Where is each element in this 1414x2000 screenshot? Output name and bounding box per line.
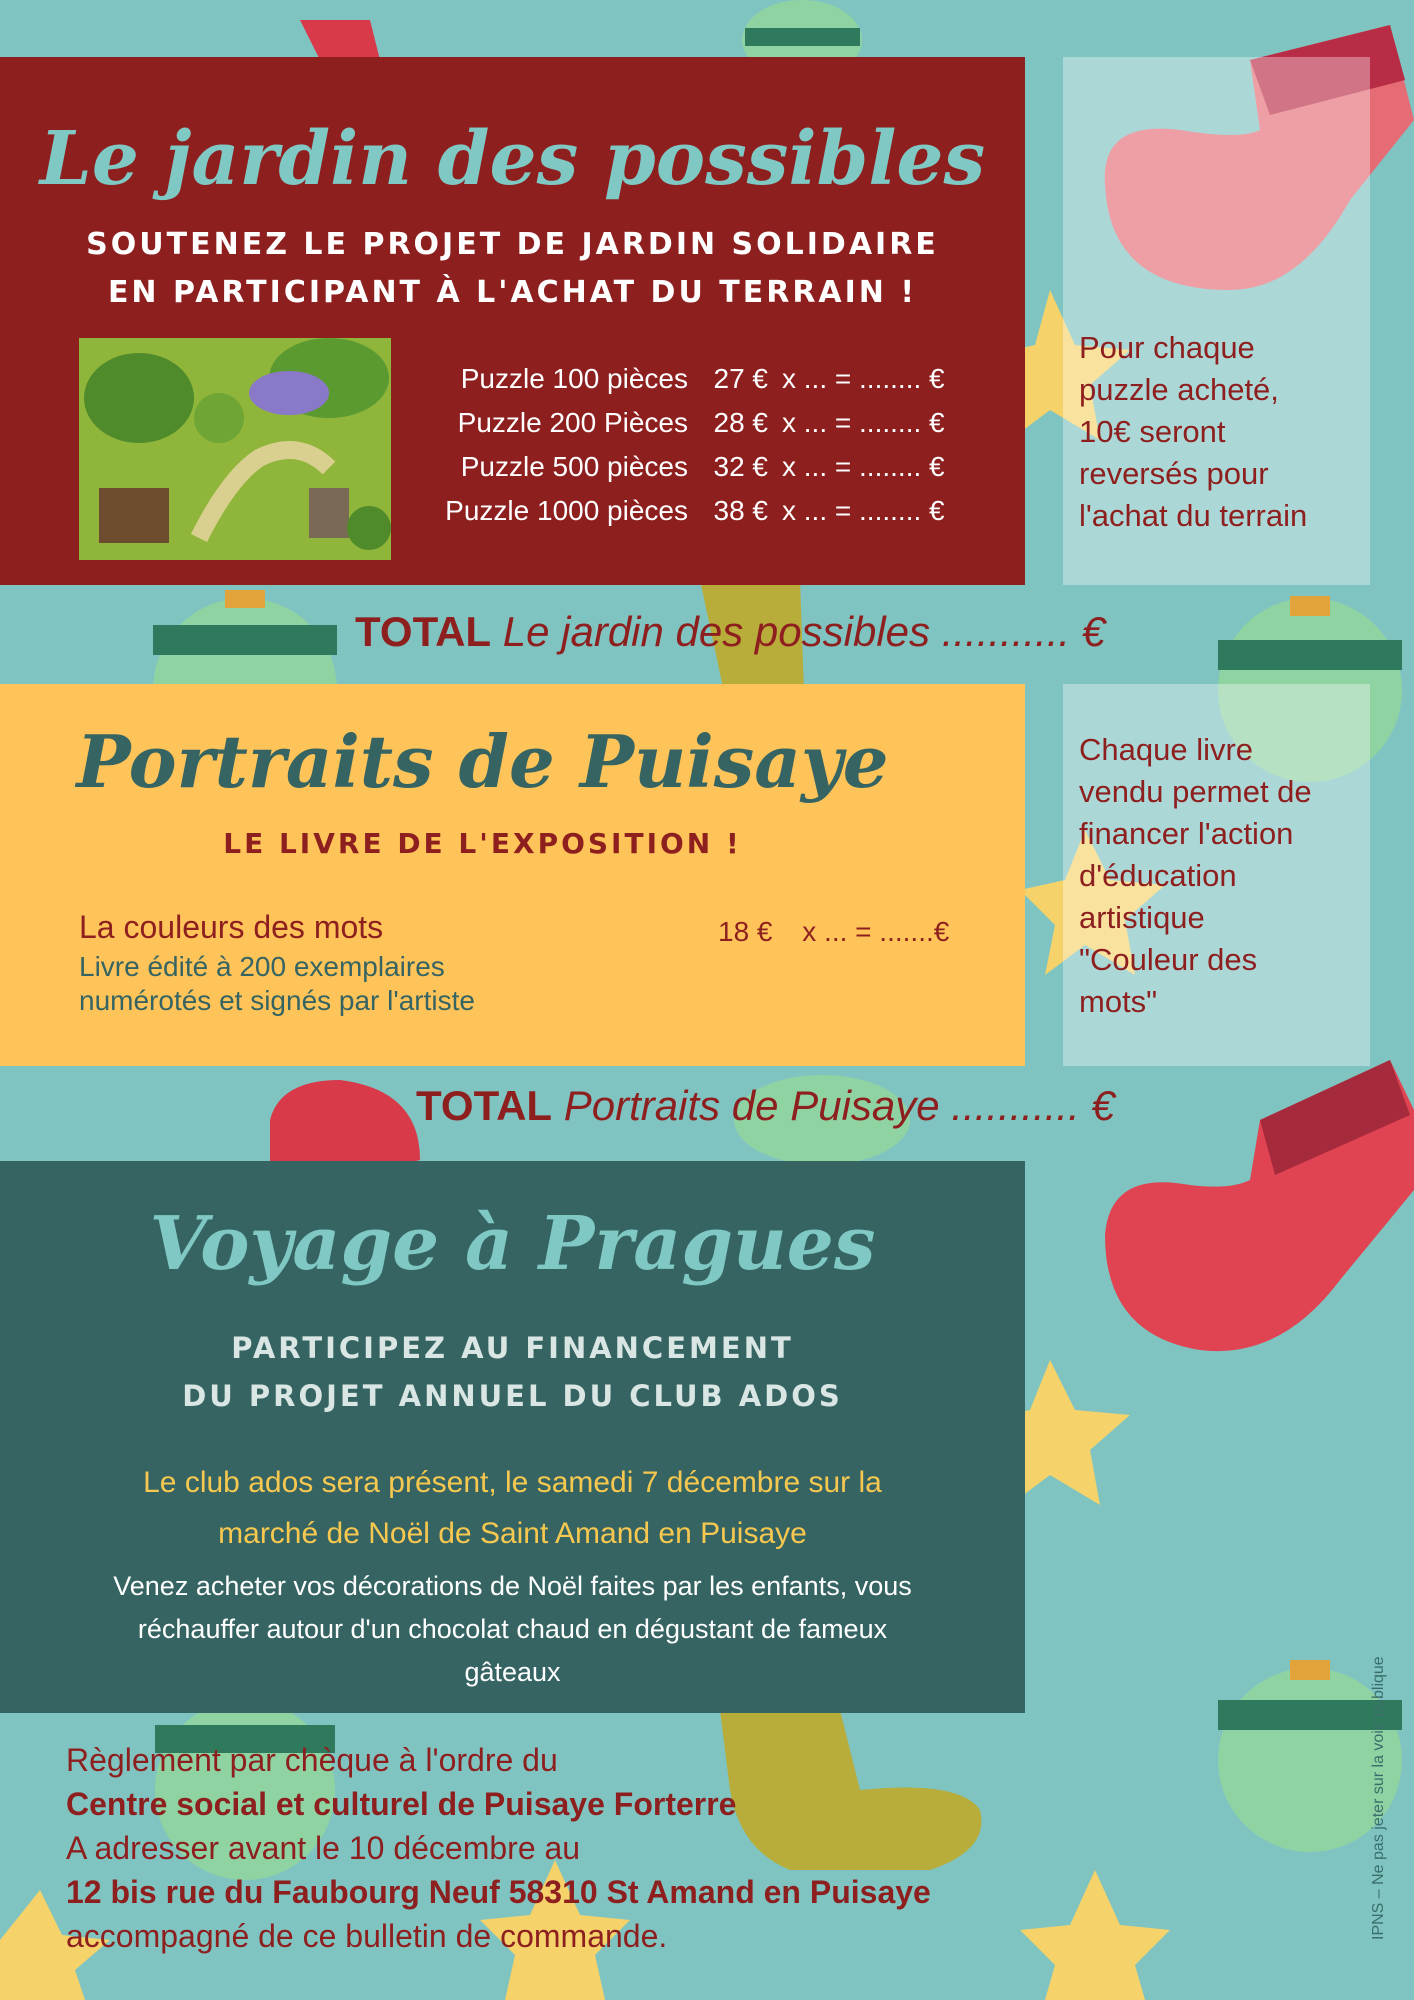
puzzle-calc: x ... = ........ € xyxy=(782,407,945,438)
book-price: 18 € xyxy=(718,916,773,947)
voyage-info-line1: Le club ados sera présent, le samedi 7 décembre sur la xyxy=(143,1466,882,1499)
side-note-line: reversés pour xyxy=(1079,456,1269,491)
voyage-subtitle-line1: PARTICIPEZ AU FINANCEMENT xyxy=(231,1331,794,1365)
jardin-side-panel xyxy=(1063,57,1370,585)
side-note-line: Pour chaque xyxy=(1079,330,1255,365)
star-cookie-icon xyxy=(1020,1870,1170,2000)
book-price-row xyxy=(718,916,949,948)
side-note-line: financer l'action xyxy=(1079,816,1294,851)
payment-payee: Centre social et culturel de Puisaye Forterre xyxy=(66,1786,737,1822)
jardin-total xyxy=(355,608,1105,656)
jardin-panel xyxy=(0,57,1025,585)
book-desc-line1: Livre édité à 200 exemplaires xyxy=(79,951,445,982)
total-label: TOTAL xyxy=(355,608,492,655)
payment-line: A adresser avant le 10 décembre au xyxy=(66,1830,581,1866)
total-text: Le jardin des possibles ........... € xyxy=(502,608,1106,655)
side-note-line: vendu permet de xyxy=(1079,774,1312,809)
puzzle-image xyxy=(79,338,391,560)
jardin-side-note xyxy=(1079,327,1307,537)
portraits-subtitle: LE LIVRE DE L'EXPOSITION ! xyxy=(223,827,742,860)
puzzle-calc: x ... = ........ € xyxy=(782,495,945,526)
voyage-panel xyxy=(0,1161,1025,1713)
voyage-info-line2: marché de Noël de Saint Amand en Puisaye xyxy=(218,1517,807,1550)
portraits-title: Portraits de Puisaye xyxy=(76,719,889,804)
jardin-subtitle-line2: EN PARTICIPANT À L'ACHAT DU TERRAIN ! xyxy=(107,275,918,310)
side-note-line: Chaque livre xyxy=(1079,732,1254,767)
puzzle-price: 27 € xyxy=(713,363,768,394)
side-note-line: mots" xyxy=(1079,984,1158,1019)
payment-line: accompagné de ce bulletin de commande. xyxy=(66,1918,668,1954)
footer-vertical: IPNS – Ne pas jeter sur la voie publique xyxy=(1370,1656,1387,1940)
jardin-subtitle-line1: SOUTENEZ LE PROJET DE JARDIN SOLIDAIRE xyxy=(86,227,939,262)
puzzle-row xyxy=(420,401,980,445)
jardin-title: Le jardin des possibles xyxy=(39,116,986,202)
book-calc: x ... = .......€ xyxy=(802,916,950,947)
total-text: Portraits de Puisaye ........... € xyxy=(563,1082,1115,1129)
side-note-line: d'éducation xyxy=(1079,858,1237,893)
portraits-side-note xyxy=(1079,729,1312,1023)
side-note-line: artistique xyxy=(1079,900,1205,935)
puzzle-name: Puzzle 1000 pièces xyxy=(445,495,688,526)
payment-info xyxy=(66,1738,931,1958)
puzzle-calc: x ... = ........ € xyxy=(782,363,945,394)
voyage-subtitle-line2: DU PROJET ANNUEL DU CLUB ADOS xyxy=(182,1379,843,1413)
puzzle-price-list xyxy=(420,357,980,533)
puzzle-price: 28 € xyxy=(713,407,768,438)
voyage-desc-line2: réchauffer autour d'un chocolat chaud en dégustant de fameux xyxy=(137,1614,888,1644)
side-note-line: "Couleur des xyxy=(1079,942,1258,977)
payment-address: 12 bis rue du Faubourg Neuf 58310 St Amand en Puisaye xyxy=(66,1874,931,1910)
puzzle-row xyxy=(420,489,980,533)
puzzle-name: Puzzle 500 pièces xyxy=(460,451,688,482)
voyage-desc-line3: gâteaux xyxy=(464,1657,561,1687)
puzzle-price: 32 € xyxy=(713,451,768,482)
puzzle-row xyxy=(420,357,980,401)
side-note-line: puzzle acheté, xyxy=(1079,372,1279,407)
book-desc-line2: numérotés et signés par l'artiste xyxy=(79,985,475,1016)
portraits-panel xyxy=(0,684,1025,1066)
sock-icon xyxy=(300,20,380,60)
portraits-total xyxy=(416,1082,1115,1130)
puzzle-calc: x ... = ........ € xyxy=(782,451,945,482)
book-name: La couleurs des mots xyxy=(79,909,384,945)
puzzle-name: Puzzle 200 Pièces xyxy=(457,407,688,438)
total-label: TOTAL xyxy=(416,1082,553,1129)
sock-icon xyxy=(270,1080,420,1165)
puzzle-price: 38 € xyxy=(713,495,768,526)
side-note-line: 10€ seront xyxy=(1079,414,1226,449)
portraits-side-panel xyxy=(1063,684,1370,1066)
voyage-title: Voyage à Pragues xyxy=(149,1201,876,1287)
sock-icon xyxy=(1105,1060,1414,1351)
puzzle-row xyxy=(420,445,980,489)
side-note-line: l'achat du terrain xyxy=(1079,498,1308,533)
payment-line: Règlement par chèque à l'ordre du xyxy=(66,1742,558,1778)
puzzle-name: Puzzle 100 pièces xyxy=(460,363,688,394)
voyage-desc-line1: Venez acheter vos décorations de Noël faites par les enfants, vous xyxy=(113,1571,912,1601)
